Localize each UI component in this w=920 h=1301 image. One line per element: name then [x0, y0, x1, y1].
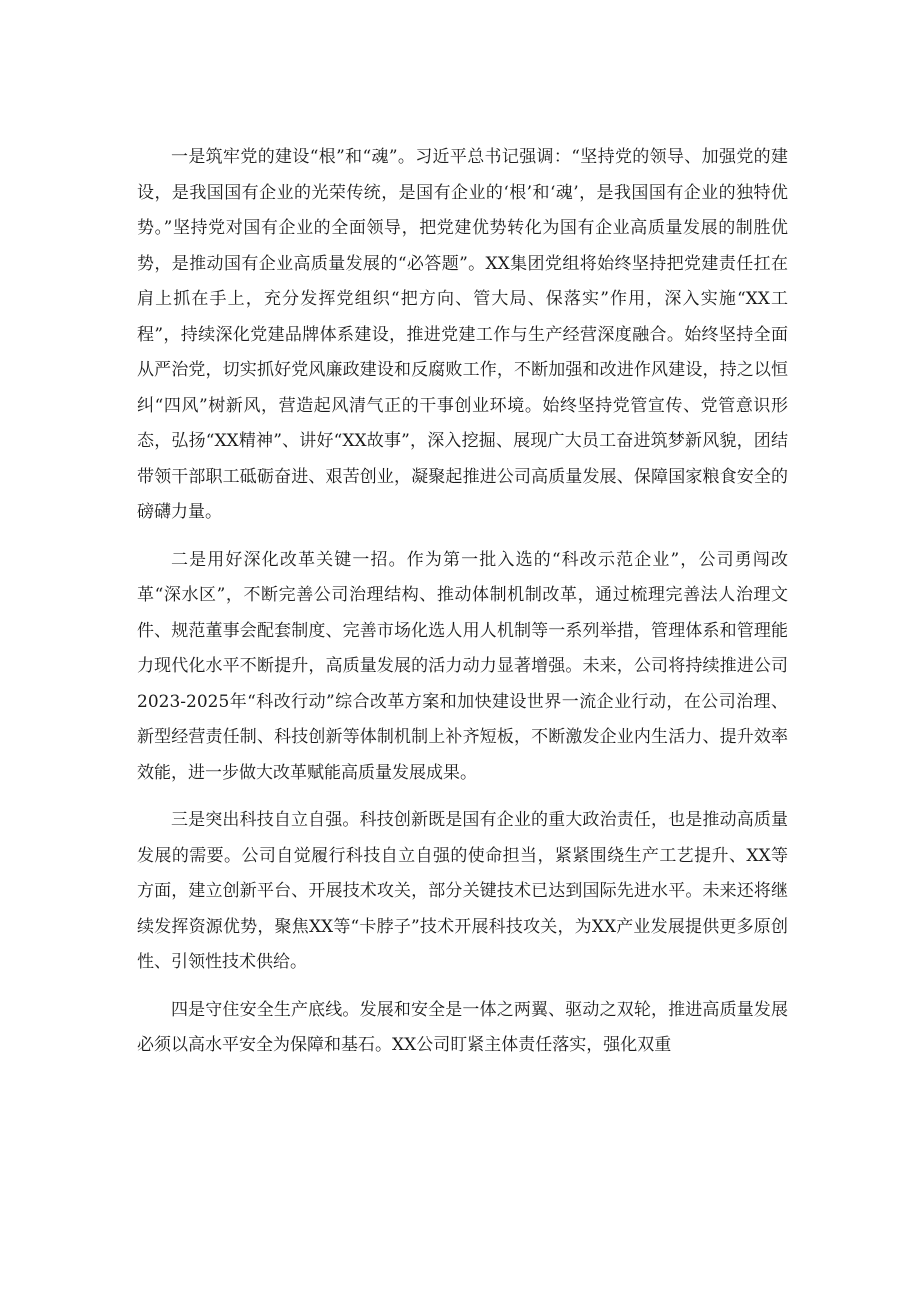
paragraph-safety: 四是守住安全生产底线。发展和安全是一体之两翼、驱动之双轮，推进高质量发展必须以高水平安全为保障和基石。XX公司盯紧主体责任落实，强化双重 — [137, 999, 788, 1055]
paragraph-party-building: 一是筑牢党的建设“根”和“魂”。习近平总书记强调：“坚持党的领导、加强党的建设，是我国国有企业的光荣传统，是国有企业的‘根’和‘魂’，是我国国有企业的独特优势。”坚持党对国有企业的全面领导，把党建优势转化为国有企业高质量发展的制胜优势，是推动国有企业高质量发展的“必答题”。XX集团党组将始终坚持把党建责任扛在肩上抓在手上，充分发挥党组织“把方向、管大局、保落实”作用，深入实施“XX工程”，持续深化党建品牌体系建设，推进党建工作与生产经营深度融合。始终坚持全面从严治党，切实抓好党风廉政建设和反腐败工作，不断加强和改进作风建设，持之以恒纠“四风”树新风，营造起风清气正的干事创业环境。始终坚持党管宣传、党管意识形态，弘扬“XX精神”、讲好“XX故事”，深入挖掘、展现广大员工奋进筑梦新风貌，团结带领干部职工砥砺奋进、艰苦创业，凝聚起推进公司高质量发展、保障国家粮食安全的磅礴力量。 — [137, 147, 788, 522]
paragraph-technology: 三是突出科技自立自强。科技创新既是国有企业的重大政治责任，也是推动高质量发展的需要。公司自觉履行科技自立自强的使命担当，紧紧围绕生产工艺提升、XX等方面，建立创新平台、开展技术攻关，部分关键技术已达到国际先进水平。未来还将继续发挥资源优势，聚焦XX等“卡脖子”技术开展科技攻关，为XX产业发展提供更多原创性、引领性技术供给。 — [137, 810, 788, 972]
paragraph-reform: 二是用好深化改革关键一招。作为第一批入选的“科改示范企业”，公司勇闯改革“深水区”，不断完善公司治理结构、推动体制机制改革，通过梳理完善法人治理文件、规范董事会配套制度、完善市场化选人用人机制等一系列举措，管理体系和管理能力现代化水平不断提升，高质量发展的活力动力显著增强。未来，公司将持续推进公司2023-2025年“科改行动”综合改革方案和加快建设世界一流企业行动，在公司治理、新型经营责任制、科技创新等体制机制上补齐短板，不断激发企业内生活力、提升效率效能，进一步做大改革赋能高质量发展成果。 — [137, 549, 788, 783]
document-body — [137, 140, 788, 1076]
